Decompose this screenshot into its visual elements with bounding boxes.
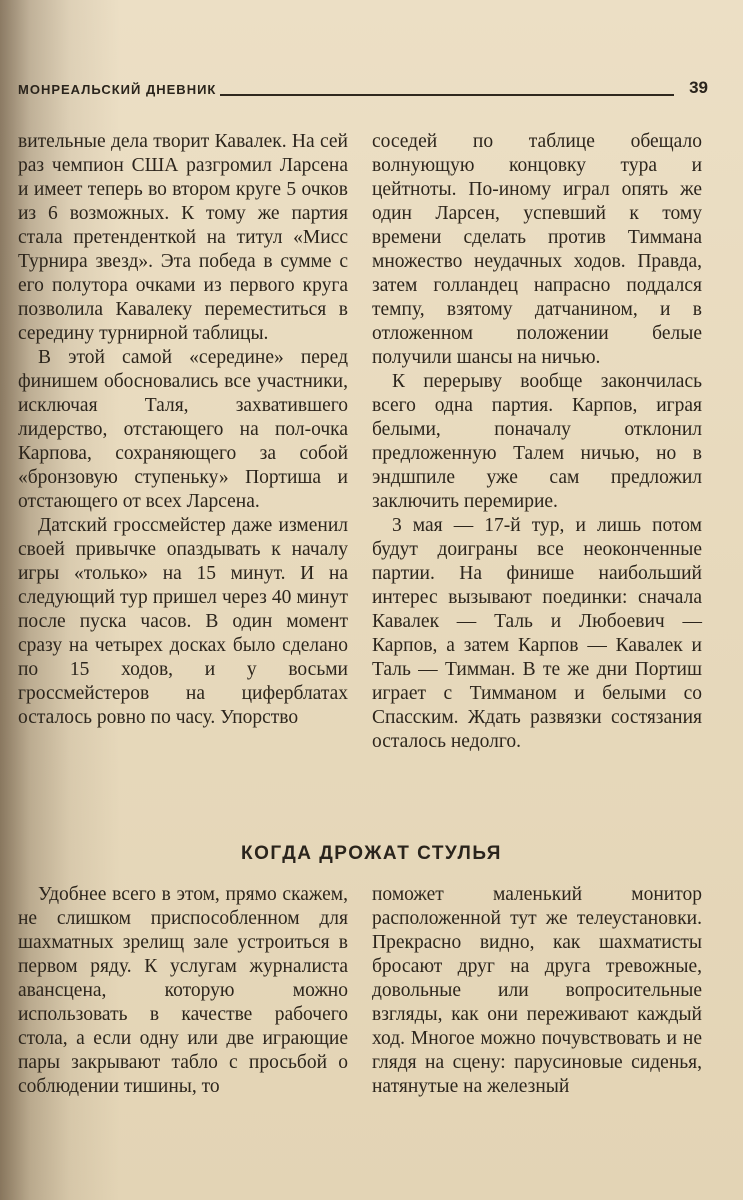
section-heading: КОГДА ДРОЖАТ СТУЛЬЯ xyxy=(241,843,502,864)
running-head-title: МОНРЕАЛЬСКИЙ ДНЕВНИК xyxy=(18,82,217,97)
paragraph: К перерыву вообще закончилась всего одна партия. Карпов, играя белыми, поначалу отклонил предложенную Талем ничью, но в эндшпиле уже сам предложил заключить перемирие. xyxy=(372,371,702,512)
running-head-rule xyxy=(220,94,674,96)
paragraph: Удобнее всего в этом, прямо скажем, не слишком приспособленном для шахматных зрелищ зале устроиться в первом ряду. К услугам журналиста авансцена, которую можно использовать в качестве рабочего стола, а если одну или две играющие пары закрывают табло с просьбой о соблюдении тишины, то xyxy=(18,884,348,1097)
paragraph-continued: вительные дела творит Кавалек. На сей раз чемпион США разгромил Ларсена и имеет теперь во втором круге 5 очков из 6 возможных. К тому же партия стала претенденткой на титул «Мисс Турнира звезд». Эта победа в сумме с его полутора очками из первого круга позволила Кавалеку переместиться в середину турнирной таблицы. xyxy=(18,131,348,344)
running-head xyxy=(18,80,708,102)
bottom-left-column xyxy=(18,883,348,1099)
paragraph-continued: поможет маленький монитор расположенной тут же телеустановки. Прекрасно видно, как шахматисты бросают друг на друга тревожные, довольные или вопросительные взгляды, как они переживают каждый ход. Многое можно почувствовать и не глядя на сцену: парусиновые сиденья, натянутые на железный xyxy=(372,884,702,1097)
paragraph: Датский гроссмейстер даже изменил своей привычке опаздывать к началу игры «только» на 15 минут. И на следующий тур пришел через 40 минут после пуска часов. В один момент сразу на четырех досках было сделано по 15 ходов, и у восьми гроссмейстеров на циферблатах осталось ровно по часу. Упорство xyxy=(18,515,348,728)
top-right-column xyxy=(372,130,702,754)
paragraph-continued: соседей по таблице обещало волнующую концовку тура и цейтноты. По-иному играл опять же один Ларсен, успевший к тому времени сделать против Тиммана множество неудачных ходов. Правда, затем голландец напрасно поддался темпу, взятому датчанином, и в отложенном положении белые получили шансы на ничью. xyxy=(372,131,702,368)
paragraph: В этой самой «середине» перед финишем обосновались все участники, исключая Таля, захватившего лидерство, отстающего на пол-очка Карпова, сохраняющего за собой «бронзовую ступеньку» Портиша и отстающего от всех Ларсена. xyxy=(18,347,348,512)
page-number: 39 xyxy=(689,78,708,97)
bottom-right-column xyxy=(372,883,702,1099)
paragraph: 3 мая — 17-й тур, и лишь потом будут доиграны все неоконченные партии. На финише наибольший интерес вызывают поединки: сначала Кавалек — Таль и Любоевич — Карпов, а затем Карпов — Кавалек и Таль — Тимман. В те же дни Портиш играет с Тимманом и белыми со Спасским. Ждать развязки состязания осталось недолго. xyxy=(372,515,702,752)
top-left-column xyxy=(18,130,348,730)
